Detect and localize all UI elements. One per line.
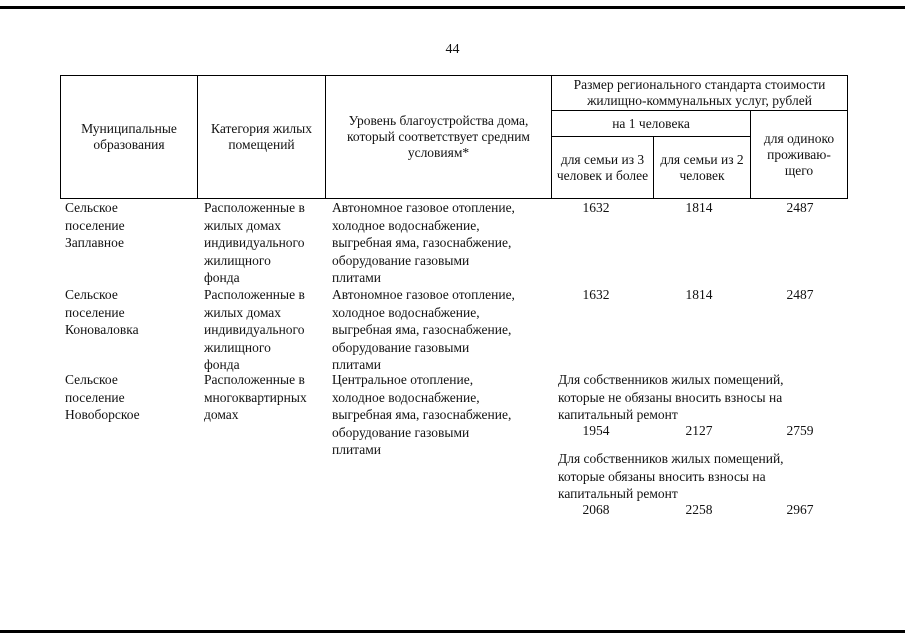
value-family3: 2068	[582, 502, 610, 517]
level-cell: Автономное газовое отопление, холодное водоснабжение, выгребная яма, газоснабжение, оборудование газовыми плитами	[332, 200, 515, 285]
header-family3: для семьи из 3 человек и более	[552, 137, 654, 199]
header-category: Категория жилых помещений	[198, 76, 326, 199]
value-family2: 2258	[685, 502, 713, 517]
value-family3: 1954	[582, 423, 610, 438]
value-family3: 1632	[582, 200, 610, 215]
bottom-border-line	[0, 630, 905, 633]
level-cell: Центральное отопление, холодное водоснабжение, выгребная яма, газоснабжение, оборудование газовыми плитами	[332, 372, 512, 457]
value-single: 2967	[786, 502, 814, 517]
category-cell: Расположенные в жилых домах индивидуального жилищного фонда	[204, 287, 305, 372]
level-cell: Автономное газовое отопление, холодное водоснабжение, выгребная яма, газоснабжение, оборудование газовыми плитами	[332, 287, 515, 372]
municipality-cell: Сельское поселение Коноваловка	[65, 287, 139, 337]
header-standard: Размер регионального стандарта стоимости жилищно-коммунальных услуг, рублей	[552, 76, 848, 111]
value-family3: 1632	[582, 287, 610, 302]
header-single: для одиноко проживаю-щего	[751, 111, 848, 199]
value-single: 2487	[786, 200, 814, 215]
top-border-line	[0, 6, 905, 9]
header-municipality: Муниципальные образования	[61, 76, 198, 199]
municipality-cell: Сельское поселение Новоборское	[65, 372, 140, 422]
note-not-obliged: Для собственников жилых помещений, которые не обязаны вносить взносы на капитальный ремонт	[558, 372, 784, 422]
value-family2: 1814	[685, 287, 713, 302]
note-obliged: Для собственников жилых помещений, которые обязаны вносить взносы на капитальный ремонт	[558, 451, 784, 501]
page-number: 44	[445, 42, 460, 57]
table-header	[60, 75, 848, 199]
value-single: 2487	[786, 287, 814, 302]
header-level: Уровень благоустройства дома, который соответствует средним условиям*	[326, 76, 552, 199]
category-cell: Расположенные в многоквартирных домах	[204, 372, 307, 422]
value-family2: 2127	[685, 423, 713, 438]
category-cell: Расположенные в жилых домах индивидуального жилищного фонда	[204, 200, 305, 285]
value-single: 2759	[786, 423, 814, 438]
header-family2: для семьи из 2 человек	[654, 137, 751, 199]
municipality-cell: Сельское поселение Заплавное	[65, 200, 125, 250]
value-family2: 1814	[685, 200, 713, 215]
header-per-person: на 1 человека	[552, 111, 751, 137]
